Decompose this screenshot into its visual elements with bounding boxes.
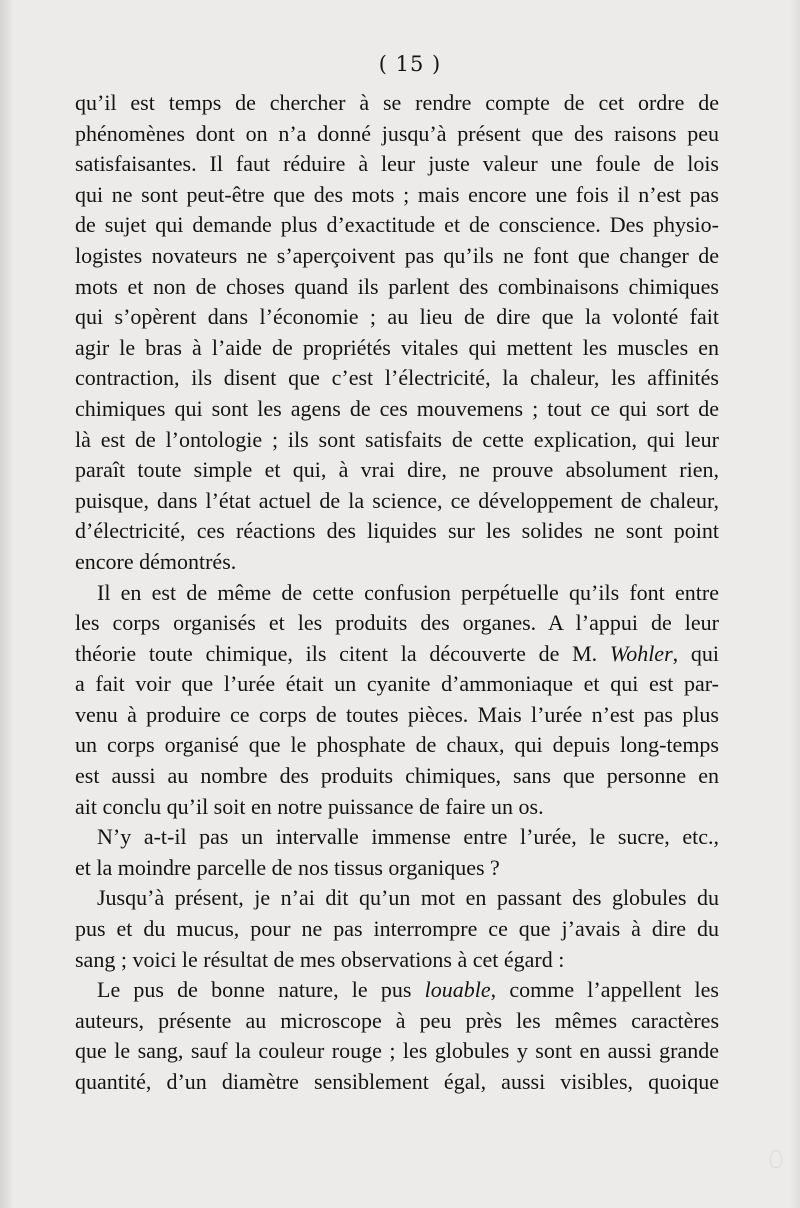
text-line: contraction, ils disent que c’est l’électricité, la chaleur, les affinités xyxy=(75,365,719,391)
text-line: mots et non de choses quand ils parlent des combinaisons chimiques xyxy=(75,273,719,299)
text-line: les corps organisés et les produits des organes. A l’appui de leur xyxy=(75,610,719,636)
text-line: qui s’opèrent dans l’économie ; au lieu de dire que la volonté fait xyxy=(75,304,719,330)
text-line xyxy=(75,639,719,670)
paragraph-5 xyxy=(75,975,719,1097)
italic-word: louable xyxy=(424,977,491,1003)
text-line: un corps organisé que le phosphate de chaux, qui depuis long-temps xyxy=(75,732,719,758)
text-line: a fait voir que l’urée était un cyanite d’ammoniaque et qui est par- xyxy=(75,671,719,697)
text-line: quantité, d’un diamètre sensiblement égal, aussi visibles, quoique xyxy=(75,1069,719,1094)
text-line: venu à produire ce corps de toutes pièces. Mais l’urée n’est pas plus xyxy=(75,701,719,727)
scan-shadow-right xyxy=(790,0,800,1208)
text-line: de sujet qui demande plus d’exactitude et de conscience. Des physio- xyxy=(75,212,719,238)
text-segment: , comme l’appellent les xyxy=(490,977,719,1003)
text-line: est aussi au nombre des produits chimiques, sans que personne en xyxy=(75,763,719,789)
text-line: puisque, dans l’état actuel de la science, ce développement de chaleur, xyxy=(75,487,719,513)
text-line: logistes novateurs ne s’aperçoivent pas qu’ils ne font que changer de xyxy=(75,242,719,268)
text-line: qui ne sont peut-être que des mots ; mais encore une fois il n’est pas xyxy=(75,181,719,207)
text-line: qu’il est temps de chercher à se rendre compte de cet ordre de xyxy=(75,90,719,115)
paper-blemish xyxy=(770,1150,782,1168)
text-line: satisfaisantes. Il faut réduire à leur juste valeur une foule de lois xyxy=(75,151,719,177)
paragraph-3 xyxy=(75,822,719,883)
text-line: là est de l’ontologie ; ils sont satisfaits de cette explication, qui leur xyxy=(75,426,719,452)
text-segment: , qui xyxy=(672,640,719,666)
text-line: sang ; voici le résultat de mes observations à cet égard : xyxy=(75,946,565,972)
text-line: auteurs, présente au microscope à peu près les mêmes caractères xyxy=(75,1007,719,1033)
scan-shadow-left xyxy=(0,0,14,1208)
body-text xyxy=(75,88,719,1098)
text-line: Jusqu’à présent, je n’ai dit qu’un mot en passant des globules du xyxy=(97,885,719,911)
text-line: phénomènes dont on n’a donné jusqu’à présent que des raisons peu xyxy=(75,120,719,146)
paragraph-1 xyxy=(75,88,719,578)
text-line: encore démontrés. xyxy=(75,548,237,574)
text-line: Il en est de même de cette confusion perpétuelle qu’ils font entre xyxy=(97,579,719,605)
page-number: ( 15 ) xyxy=(378,52,442,76)
italic-name: Wohler xyxy=(609,640,673,666)
paragraph-2 xyxy=(75,578,719,823)
paragraph-4 xyxy=(75,883,719,975)
text-line: pus et du mucus, pour ne pas interrompre ce que j’avais à dire du xyxy=(75,916,719,942)
text-line xyxy=(75,975,719,1006)
text-line: d’électricité, ces réactions des liquides sur les solides ne sont point xyxy=(75,518,719,544)
text-line: ait conclu qu’il soit en notre puissance de faire un os. xyxy=(75,793,544,819)
text-line: et la moindre parcelle de nos tissus organiques ? xyxy=(75,854,500,880)
text-line: N’y a-t-il pas un intervalle immense entre l’urée, le sucre, etc., xyxy=(97,824,719,850)
text-line: chimiques qui sont les agens de ces mouvemens ; tout ce qui sort de xyxy=(75,395,719,421)
text-segment: Le pus de bonne nature, le pus xyxy=(97,977,412,1003)
text-segment: théorie toute chimique, ils citent la découverte de M. xyxy=(75,640,598,666)
text-line: que le sang, sauf la couleur rouge ; les globules y sont en aussi grande xyxy=(75,1038,719,1064)
text-line: paraît toute simple et qui, à vrai dire, ne prouve absolument rien, xyxy=(75,457,719,483)
text-line: agir le bras à l’aide de propriétés vitales qui mettent les muscles en xyxy=(75,334,719,360)
